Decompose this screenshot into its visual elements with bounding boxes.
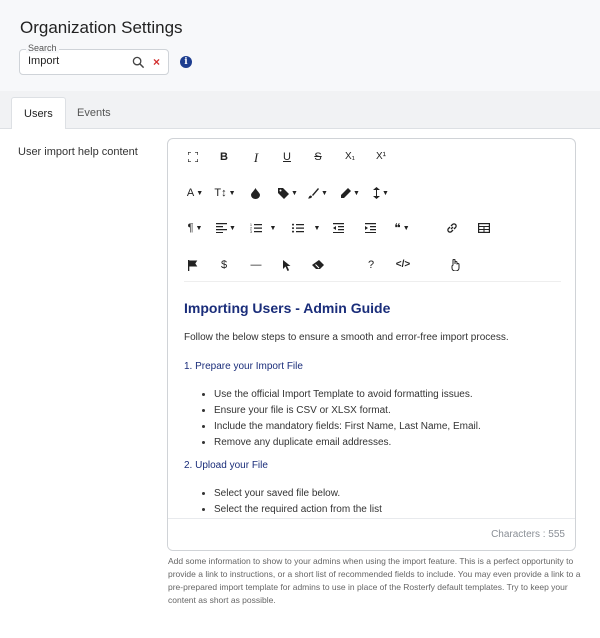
ordered-list-icon[interactable]: 1 2 3 ▼ <box>249 223 277 233</box>
horizontal-rule-icon[interactable]: — <box>250 258 262 271</box>
editor-content[interactable] <box>184 295 564 519</box>
rich-text-editor[interactable] <box>167 138 576 551</box>
content-panel <box>0 129 600 638</box>
eraser-icon[interactable] <box>310 254 326 276</box>
search-label: Search <box>28 43 57 53</box>
help-icon[interactable]: ? <box>367 258 375 271</box>
tab-users[interactable]: Users <box>11 97 66 130</box>
bold-icon[interactable]: B <box>220 150 228 163</box>
svg-text:2: 2 <box>249 226 252 231</box>
tag-icon[interactable]: ▼ <box>276 182 300 204</box>
strikethrough-icon[interactable]: S <box>314 150 322 163</box>
paragraph-glyph: ¶ <box>187 221 194 234</box>
clear-search-icon[interactable]: × <box>153 55 161 69</box>
editor-footer <box>168 518 575 550</box>
editor-toolbar <box>168 139 575 283</box>
doc-section-heading: 2. Upload your File <box>184 460 268 471</box>
link-icon[interactable] <box>444 217 460 239</box>
page-title: Organization Settings <box>20 18 183 37</box>
indent-icon[interactable] <box>362 217 378 239</box>
fullscreen-icon[interactable] <box>185 146 201 168</box>
doc-list <box>184 389 564 448</box>
info-icon[interactable]: i <box>180 56 192 68</box>
quote-glyph: ❝ <box>394 221 401 235</box>
toolbar-divider <box>184 281 561 282</box>
doc-intro: Follow the below steps to ensure a smooth and error-free import process. <box>184 332 509 343</box>
quote-icon[interactable]: ❝ ▼ <box>394 221 410 235</box>
doc-list <box>184 488 564 515</box>
hand-icon[interactable] <box>448 254 464 276</box>
font-color-icon[interactable]: A ▼ <box>186 186 204 199</box>
tab-events[interactable]: Events <box>77 107 111 119</box>
list-item: • Ensure your file is CSV or XLSX format. <box>214 405 564 416</box>
paragraph-icon[interactable]: ¶ ▼ <box>187 221 203 234</box>
doc-section-heading: 1. Prepare your Import File <box>184 361 303 372</box>
search-input[interactable] <box>28 55 124 67</box>
list-item: • Remove any duplicate email addresses. <box>214 437 564 448</box>
character-count: Characters : 555 <box>491 529 565 540</box>
subscript-icon[interactable]: X₁ <box>344 151 356 162</box>
tabs-bar <box>0 91 600 129</box>
pointer-icon[interactable] <box>279 254 295 276</box>
list-item: • Include the mandatory fields: First Name, Last Name, Email. <box>214 421 564 432</box>
italic-icon[interactable]: I <box>253 149 259 165</box>
brush-icon[interactable]: ▼ <box>306 182 330 204</box>
superscript-icon[interactable]: X¹ <box>376 151 386 162</box>
field-label: User import help content <box>18 146 138 158</box>
doc-title: Importing Users - Admin Guide <box>184 300 391 316</box>
ink-icon[interactable] <box>248 182 262 204</box>
code-icon[interactable]: </> <box>395 259 411 270</box>
underline-icon[interactable]: U <box>283 150 291 163</box>
svg-text:3: 3 <box>249 230 252 233</box>
list-item: • Select the required action from the list <box>214 504 564 515</box>
pen-icon[interactable]: ▼ <box>338 182 362 204</box>
flag-icon[interactable] <box>185 254 201 276</box>
line-height-icon[interactable]: ▼ <box>370 182 392 204</box>
align-icon[interactable]: ▼ <box>214 217 238 239</box>
list-item: • Use the official Import Template to avoid formatting issues. <box>214 389 564 400</box>
font-size-icon[interactable]: T↕ ▼ <box>214 186 236 199</box>
font-size-glyph: T↕ <box>214 186 227 199</box>
dollar-icon[interactable]: $ <box>220 258 228 271</box>
table-icon[interactable] <box>476 217 492 239</box>
list-item: • Select your saved file below. <box>214 488 564 499</box>
search-field[interactable] <box>19 43 169 75</box>
outdent-icon[interactable] <box>330 217 346 239</box>
svg-text:1: 1 <box>249 223 252 227</box>
font-color-glyph: A <box>186 186 195 199</box>
search-icon[interactable] <box>132 56 145 69</box>
help-text: Add some information to show to your admins when using the import feature. This is a perfect opportunity to provide a link to instructions, or a short list of recommended fields to include. You may even provide a link to a pre-prepared import template for admins to use in place of the Rosterfy default templates. Try to keep your content as short as possible. <box>168 556 581 605</box>
unordered-list-icon[interactable]: ▼ <box>288 217 324 239</box>
